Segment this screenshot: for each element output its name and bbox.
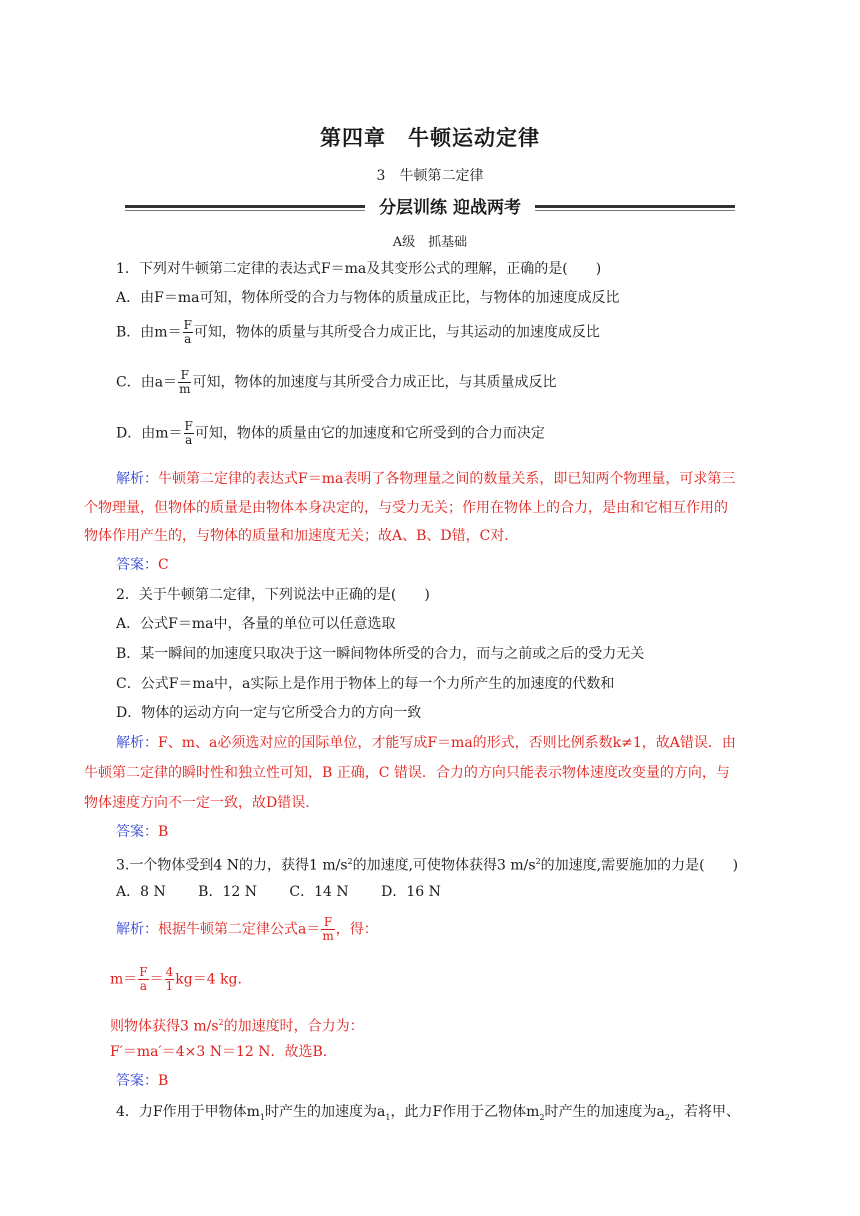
- q2-option-c: C．公式F＝ma中，a实际上是作用于物体上的每一个力所产生的加速度的代数和: [116, 676, 615, 692]
- q1-analysis-line-3: 物体作用产生的，与物体的质量和加速度无关；故A、B、D错，C对．: [84, 528, 519, 544]
- fraction: $\frac{4}{1}$: [165, 965, 174, 993]
- q2-analysis-line-3: 物体速度方向不一定一致，故D错误.: [84, 795, 310, 811]
- fraction: $\frac{F}{a}$: [184, 419, 193, 447]
- banner-rule-left: [125, 205, 365, 208]
- q1-analysis-line-1: 解析：牛顿第二定律的表达式F＝ma表明了各物理量之间的数量关系，即已知两个物理量，可求第三: [116, 471, 736, 487]
- q4-stem: 4．力F作用于甲物体$m_1$时产生的加速度为$a_1$，此力F作用于乙物体$m_2$时产生的加速度为$a_2$，若将甲、: [116, 1104, 740, 1122]
- q1-analysis-line-2: 个物理量，但物体的质量是由物体本身决定的，与受力无关；作用在物体上的合力，是由和它相互作用的: [84, 500, 728, 516]
- q3-analysis-line-4: F′＝ma′＝4×3 N＝12 N．故选B.: [110, 1044, 328, 1060]
- fraction: $\frac{F}{a}$: [183, 318, 192, 346]
- q1-option-b: B．由m＝ $\frac{F}{a}$ 可知，物体的质量与其所受合力成正比，与其运动的加速度成反比: [116, 318, 600, 346]
- section-title: 3 牛顿第二定律: [376, 168, 484, 184]
- q3-analysis-line-1: 解析：根据牛顿第二定律公式a＝ $\frac{F}{m}$ ，得：: [116, 915, 378, 943]
- banner-text: 分层训练 迎战两考: [379, 198, 521, 218]
- q2-analysis-line-1: 解析：F、m、a必须选对应的国际单位，才能写成F＝ma的形式，否则比例系数k≠1，故A错误．由: [116, 735, 736, 751]
- q1-option-c: C．由a＝ $\frac{F}{m}$ 可知，物体的加速度与其所受合力成正比，与其质量成反比: [116, 368, 557, 396]
- q3-options: A．8 N B．12 N C．14 N D．16 N: [116, 884, 441, 900]
- q2-option-d: D．物体的运动方向一定与它所受合力的方向一致: [116, 705, 422, 721]
- banner-rule-right: [535, 205, 735, 208]
- q2-option-a: A．公式F＝ma中，各量的单位可以任意选取: [116, 616, 396, 632]
- q2-answer: 答案：B: [116, 824, 169, 840]
- fraction: $\frac{F}{a}$: [139, 965, 148, 993]
- q3-stem: 3.一个物体受到4 N的力，获得1 $m/s^2$的加速度,可使物体获得3 $m/s^2$的加速度,需要施加的力是( ): [116, 857, 739, 874]
- fraction: $\frac{F}{m}$: [179, 368, 191, 396]
- q1-stem: 1．下列对牛顿第二定律的表达式F＝ma及其变形公式的理解，正确的是( ): [116, 261, 602, 277]
- q1-option-d: D．由m＝ $\frac{F}{a}$ 可知，物体的质量由它的加速度和它所受到的合力而决定: [116, 419, 545, 447]
- q1-answer: 答案：C: [116, 557, 169, 573]
- q3-answer: 答案：B: [116, 1073, 169, 1089]
- q2-analysis-line-2: 牛顿第二定律的瞬时性和独立性可知，B 正确，C 错误．合力的方向只能表示物体速度改变量的方向，与: [84, 765, 730, 781]
- q2-stem: 2．关于牛顿第二定律，下列说法中正确的是( ): [116, 587, 430, 603]
- q3-analysis-line-2: m＝ $\frac{F}{a}$ ＝ $\frac{4}{1}$ kg＝4 kg.: [110, 965, 242, 993]
- chapter-title: 第四章 牛顿运动定律: [320, 126, 540, 150]
- fraction: $\frac{F}{m}$: [322, 915, 334, 943]
- section-banner: [125, 193, 735, 219]
- q3-analysis-line-3: 则物体获得3 $m/s^2$的加速度时，合力为：: [110, 1018, 364, 1035]
- q1-option-a: A．由F＝ma可知，物体所受的合力与物体的质量成正比，与物体的加速度成反比: [116, 290, 620, 306]
- level-heading: A级 抓基础: [392, 235, 468, 250]
- q2-option-b: B．某一瞬间的加速度只取决于这一瞬间物体所受的合力，而与之前或之后的受力无关: [116, 646, 645, 662]
